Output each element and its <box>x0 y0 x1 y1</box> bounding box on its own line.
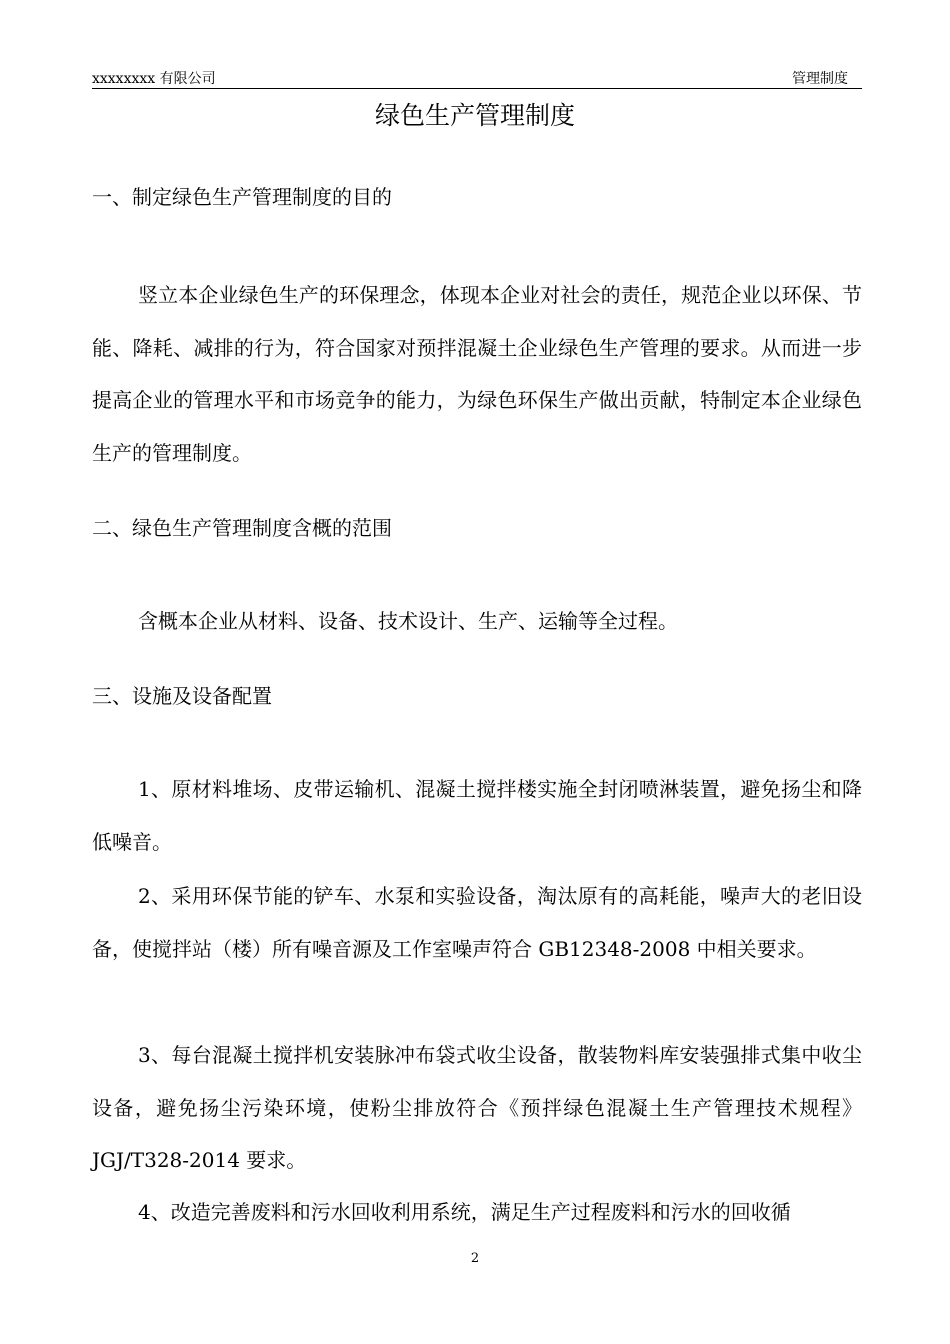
section-heading-purpose: 一、制定绿色生产管理制度的目的 <box>92 185 392 209</box>
paragraph-purpose: 竖立本企业绿色生产的环保理念，体现本企业对社会的责任，规范企业以环保、节能、降耗、减排的行为，符合国家对预拌混凝土企业绿色生产管理的要求。从而进一步提高企业的管理水平和市场竞争的能力，为绿色环保生产做出贡献，特制定本企业绿色生产的管理制度。 <box>92 283 862 465</box>
header-company: xxxxxxxx 有限公司 <box>92 71 216 87</box>
document-title: 绿色生产管理制度 <box>374 101 575 130</box>
paragraph-facility-3: 3、每台混凝土搅拌机安装脉冲布袋式收尘设备，散装物料库安装强排式集中收尘设备，避免扬尘污染环境，使粉尘排放符合《预拌绿色混凝土生产管理技术规程》JGJ/T328-2014 要求。 <box>92 1043 862 1172</box>
header-category: 管理制度 <box>792 71 848 87</box>
paragraph-facility-2: 2、采用环保节能的铲车、水泵和实验设备，淘汰原有的高耗能，噪声大的老旧设备，使搅拌站（楼）所有噪音源及工作室噪声符合 GB12348-2008 中相关要求。 <box>92 884 862 961</box>
paragraph-facility-4: 4、改造完善废料和污水回收利用系统，满足生产过程废料和污水的回收循 <box>138 1200 791 1224</box>
section-heading-scope: 二、绿色生产管理制度含概的范围 <box>92 516 392 540</box>
paragraph-facility-1: 1、原材料堆场、皮带运输机、混凝土搅拌楼实施全封闭喷淋装置，避免扬尘和降低噪音。 <box>92 777 862 854</box>
page-number: 2 <box>470 1251 480 1266</box>
page-header <box>92 70 862 89</box>
paragraph-scope: 含概本企业从材料、设备、技术设计、生产、运输等全过程。 <box>138 609 678 633</box>
section-heading-facilities: 三、设施及设备配置 <box>92 684 272 708</box>
